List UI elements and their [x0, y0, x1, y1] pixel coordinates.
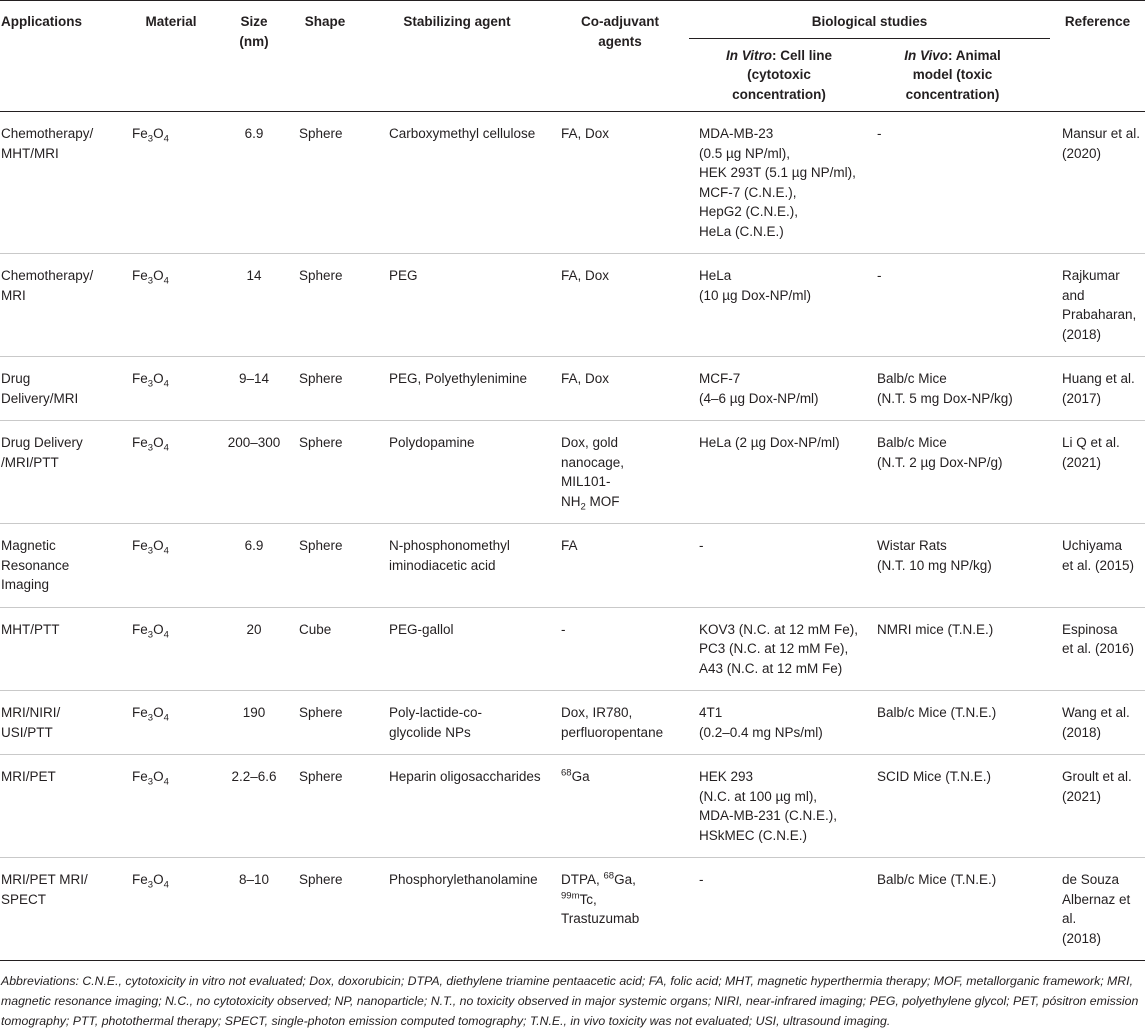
cell-line: Carboxymethyl cellulose [389, 126, 536, 141]
cell-in-vivo [871, 607, 1050, 691]
cell-coadjuvant-agents [551, 755, 689, 858]
cell-line: Balb/c Mice (T.N.E.) [877, 705, 997, 720]
cell-reference [1050, 254, 1145, 357]
cell-stabilizing-agent [363, 607, 551, 691]
cell-material [121, 858, 221, 961]
material-o: O [153, 126, 164, 141]
cell-coadjuvant-agents [551, 421, 689, 524]
material-fe: Fe [132, 538, 148, 553]
table-row [0, 254, 1145, 357]
cell-line: HeLa (C.N.E.) [699, 223, 784, 239]
header-applications: Applications [1, 14, 83, 29]
cell-shape: Sphere [299, 371, 343, 386]
table-row [0, 755, 1145, 858]
cell-in-vitro [689, 421, 871, 524]
cell-line: - [699, 538, 704, 553]
cell-line: et al. (2016) [1062, 641, 1135, 656]
cell-line: Groult et al. [1062, 769, 1132, 784]
cell-line: de Souza [1062, 872, 1120, 887]
cell-line: nanocage, [561, 454, 625, 470]
cell-line: $^{68}$Ga [561, 767, 590, 784]
cell-line: Albernaz et al. [1062, 891, 1131, 926]
cell-line: MDA-MB-23 [699, 126, 774, 141]
cell-in-vivo [871, 691, 1050, 755]
cell-coadjuvant-agents [551, 357, 689, 421]
cell-line: (2021) [1062, 788, 1102, 804]
cell-line: FA [561, 538, 578, 553]
cell-line: Dox, IR780, [561, 705, 633, 720]
cell-application [0, 524, 121, 608]
table-row [0, 357, 1145, 421]
cell-stabilizing-agent [363, 254, 551, 357]
cell-application [0, 858, 121, 961]
cell-line: Espinosa [1062, 621, 1118, 637]
cell-line: (10 µg Dox-NP/ml) [699, 287, 812, 303]
cell-size: 9–14 [238, 371, 270, 386]
cell-line: Balb/c Mice [877, 435, 947, 450]
table-body [0, 112, 1145, 961]
material-sub-3: 3 [147, 629, 154, 641]
cell-line: MCF-7 (C.N.E.), [699, 184, 797, 200]
cell-line: A43 (N.C. at 12 mM Fe) [699, 660, 843, 676]
cell-line: Imaging [1, 577, 50, 592]
cell-line: KOV3 (N.C. at 12 mM Fe), [699, 621, 859, 637]
cell-material [121, 421, 221, 524]
cell-reference [1050, 357, 1145, 421]
cell-application [0, 357, 121, 421]
cell-reference [1050, 691, 1145, 755]
cell-coadjuvant-agents [551, 858, 689, 961]
cell-line: Polydopamine [389, 435, 475, 450]
cell-reference [1050, 421, 1145, 524]
cell-line: (N.C. at 100 µg ml), [699, 788, 818, 804]
cell-application [0, 607, 121, 691]
cell-stabilizing-agent [363, 524, 551, 608]
cell-line: HEK 293T (5.1 µg NP/ml), [699, 165, 856, 180]
cell-in-vivo [871, 254, 1050, 357]
material-sub-4: 4 [163, 712, 169, 724]
table-row [0, 112, 1145, 254]
cell-in-vitro [689, 755, 871, 858]
cell-line: et al. (2015) [1062, 557, 1135, 573]
cell-reference [1050, 755, 1145, 858]
cell-in-vivo [871, 524, 1050, 608]
cell-in-vivo [871, 112, 1050, 254]
cell-line: USI/PTT [1, 724, 53, 740]
cell-line: (2018) [1062, 930, 1102, 946]
material-sub-3: 3 [147, 442, 154, 454]
cell-shape: Cube [299, 621, 332, 637]
cell-line: MRI/NIRI/ [1, 705, 61, 720]
cell-line: PEG, Polyethylenimine [389, 371, 528, 386]
cell-reference [1050, 524, 1145, 608]
cell-line: N-phosphonomethyl [389, 538, 510, 553]
cell-stabilizing-agent [363, 858, 551, 961]
material-sub-4: 4 [163, 629, 169, 641]
cell-line: (2021) [1062, 454, 1102, 470]
cell-line: MHT/PTT [1, 621, 60, 637]
cell-in-vivo [871, 421, 1050, 524]
material-sub-4: 4 [163, 442, 169, 454]
material-sub-3: 3 [147, 275, 154, 287]
cell-line: HEK 293 [699, 769, 754, 784]
cell-line: Resonance [1, 557, 70, 573]
cell-line: (2020) [1062, 145, 1102, 161]
material-sub-4: 4 [163, 133, 169, 145]
cell-line: Wistar Rats [877, 538, 947, 553]
cell-shape: Sphere [299, 872, 343, 887]
cell-line: Balb/c Mice (T.N.E.) [877, 872, 997, 887]
cell-line: Poly-lactide-co- [389, 705, 483, 720]
cell-material [121, 254, 221, 357]
cell-line: Trastuzumab [561, 911, 640, 926]
cell-line: SCID Mice (T.N.E.) [877, 769, 992, 784]
table-row [0, 858, 1145, 961]
cell-stabilizing-agent [363, 357, 551, 421]
cell-application [0, 691, 121, 755]
material-fe: Fe [132, 621, 148, 637]
cell-line: (N.T. 5 mg Dox-NP/kg) [877, 390, 1013, 406]
cell-line: (2018) [1062, 326, 1102, 342]
cell-line: (0.2–0.4 mg NPs/ml) [699, 724, 823, 740]
material-sub-4: 4 [163, 275, 169, 287]
cell-line: HSkMEC (C.N.E.) [699, 827, 807, 843]
cell-line: Magnetic [1, 538, 56, 553]
cell-coadjuvant-agents [551, 691, 689, 755]
cell-line: Mansur et al. [1062, 126, 1141, 141]
material-o: O [153, 268, 164, 283]
header-stabilizing-agent: Stabilizing agent [403, 14, 511, 29]
cell-line: (2018) [1062, 724, 1102, 740]
material-sub-4: 4 [163, 879, 169, 891]
cell-material [121, 112, 221, 254]
cell-line: HeLa (2 µg Dox-NP/ml) [699, 435, 840, 450]
header-in-vitro: In Vitro: Cell line (cytotoxic concentration) [725, 47, 832, 102]
material-o: O [153, 371, 164, 386]
cell-material [121, 755, 221, 858]
table-row [0, 607, 1145, 691]
material-o: O [153, 621, 164, 637]
material-sub-4: 4 [163, 776, 169, 788]
cell-line: Heparin oligosaccharides [389, 769, 541, 784]
cell-size: 14 [246, 268, 262, 283]
cell-line: HepG2 (C.N.E.), [699, 204, 799, 219]
cell-material [121, 607, 221, 691]
material-fe: Fe [132, 872, 148, 887]
cell-shape: Sphere [299, 705, 343, 720]
cell-size: 6.9 [244, 538, 264, 553]
cell-line: - [877, 268, 882, 283]
cell-size: 2.2–6.6 [231, 769, 277, 784]
cell-size: 8–10 [238, 872, 270, 887]
cell-line: Drug [1, 371, 31, 386]
material-o: O [153, 538, 164, 553]
material-fe: Fe [132, 126, 148, 141]
material-o: O [153, 705, 164, 720]
cell-size: 200–300 [227, 435, 281, 450]
cell-line: PC3 (N.C. at 12 mM Fe), [699, 641, 849, 656]
material-sub-3: 3 [147, 545, 154, 557]
material-sub-3: 3 [147, 378, 154, 390]
cell-line: Huang et al. [1062, 371, 1135, 386]
cell-stabilizing-agent [363, 755, 551, 858]
cell-stabilizing-agent [363, 691, 551, 755]
cell-line: Delivery/MRI [1, 390, 79, 406]
cell-line: Chemotherapy/ [1, 126, 94, 141]
cell-line: MRI [1, 287, 26, 303]
cell-line: MIL101- [561, 474, 611, 489]
material-o: O [153, 435, 164, 450]
cell-in-vivo [871, 357, 1050, 421]
cell-line: Chemotherapy/ [1, 268, 94, 283]
table-header [0, 1, 1145, 112]
cell-line: Prabaharan, [1062, 307, 1137, 322]
material-sub-3: 3 [147, 879, 154, 891]
cell-line: iminodiacetic acid [389, 557, 496, 573]
cell-in-vivo [871, 858, 1050, 961]
cell-line: $^{99m}$Tc, [561, 890, 597, 907]
header-coadjuvant-agents: Co-adjuvant agents [580, 14, 659, 49]
cell-line: (2017) [1062, 390, 1102, 406]
cell-application [0, 755, 121, 858]
cell-line: Li Q et al. [1062, 435, 1120, 450]
cell-in-vitro [689, 607, 871, 691]
cell-line: /MRI/PTT [1, 454, 59, 470]
cell-line: MHT/MRI [1, 145, 59, 161]
cell-line: Wang et al. [1062, 705, 1130, 720]
cell-stabilizing-agent [363, 112, 551, 254]
cell-application [0, 421, 121, 524]
cell-reference [1050, 112, 1145, 254]
material-sub-4: 4 [163, 545, 169, 557]
material-sub-4: 4 [163, 378, 169, 390]
cell-line: glycolide NPs [389, 724, 471, 740]
material-o: O [153, 769, 164, 784]
cell-in-vitro [689, 254, 871, 357]
table-row [0, 524, 1145, 608]
cell-in-vivo [871, 755, 1050, 858]
cell-application [0, 254, 121, 357]
header-reference: Reference [1064, 14, 1131, 29]
cell-line: (0.5 µg NP/ml), [699, 145, 791, 161]
table-row [0, 691, 1145, 755]
cell-line: SPECT [1, 891, 47, 907]
cell-application [0, 112, 121, 254]
header-shape: Shape [304, 14, 346, 29]
material-fe: Fe [132, 371, 148, 386]
material-sub-3: 3 [147, 133, 154, 145]
cell-line: - [877, 126, 882, 141]
cell-coadjuvant-agents [551, 524, 689, 608]
cell-in-vitro [689, 357, 871, 421]
header-biological-studies: Biological studies [689, 1, 1050, 39]
cell-line: FA, Dox [561, 371, 610, 386]
cell-line: PEG [389, 268, 418, 283]
cell-line: Uchiyama [1062, 538, 1123, 553]
cell-line: HeLa [699, 268, 732, 283]
material-fe: Fe [132, 769, 148, 784]
cell-coadjuvant-agents [551, 607, 689, 691]
cell-material [121, 357, 221, 421]
cell-shape: Sphere [299, 538, 343, 553]
header-in-vivo: In Vivo: Animal model (toxic concentration) [904, 47, 1001, 102]
table-row [0, 421, 1145, 524]
cell-coadjuvant-agents [551, 112, 689, 254]
cell-line: Drug Delivery [1, 435, 83, 450]
cell-in-vitro [689, 691, 871, 755]
cell-shape: Sphere [299, 268, 343, 283]
cell-line: NMRI mice (T.N.E.) [877, 621, 994, 637]
cell-line: - [699, 872, 704, 887]
cell-line: MRI/PET MRI/ [1, 872, 88, 887]
cell-line: perfluoropentane [561, 724, 664, 740]
material-sub-3: 3 [147, 776, 154, 788]
cell-reference [1050, 858, 1145, 961]
cell-coadjuvant-agents [551, 254, 689, 357]
cell-line: Dox, gold [561, 435, 619, 450]
cell-line: (4–6 µg Dox-NP/ml) [699, 390, 819, 406]
cell-line: PEG-gallol [389, 621, 454, 637]
cell-line: MDA-MB-231 (C.N.E.), [699, 808, 838, 823]
cell-size: 6.9 [244, 126, 264, 141]
cell-line: FA, Dox [561, 126, 610, 141]
material-sub-3: 3 [147, 712, 154, 724]
cell-line: Balb/c Mice [877, 371, 947, 386]
cell-line: Phosphorylethanolamine [389, 872, 538, 887]
cell-shape: Sphere [299, 126, 343, 141]
cell-line: MCF-7 [699, 371, 741, 386]
abbreviations-footnote: Abbreviations: C.N.E., cytotoxicity in vitro not evaluated; Dox, doxorubicin; DTPA, diethylene triamine pentaacetic acid; FA, folic acid; MHT, magnetic hyperthermia therapy; MOF, metallorganic framework; MRI, magnetic resonance imaging; N.C., no cytotoxicity observed; NP, nanoparticle; N.T., no toxicity observed in major systemic organs; NIRI, near-infrared imaging; PEG, polyethylene glycol; PET, pósitron emission tomography; PTT, photothermal therapy; SPECT, single-photon emission computed tomography; T.N.E., in vivo toxicity was not evaluated; USI, ultrasound imaging. [1, 974, 1139, 1028]
cell-in-vitro [689, 112, 871, 254]
cell-size: 190 [242, 705, 266, 720]
cell-shape: Sphere [299, 769, 343, 784]
material-o: O [153, 872, 164, 887]
cell-line: MRI/PET [1, 769, 56, 784]
cell-line: $NH_2$ MOF [561, 493, 620, 513]
cell-size: 20 [246, 621, 262, 637]
cell-line: - [561, 621, 566, 637]
cell-line: DTPA, $^{68}$Ga, [561, 870, 636, 887]
cell-line: Rajkumar and [1062, 268, 1120, 303]
cell-material [121, 691, 221, 755]
cell-material [121, 524, 221, 608]
cell-shape: Sphere [299, 435, 343, 450]
cell-in-vitro [689, 858, 871, 961]
material-fe: Fe [132, 705, 148, 720]
cell-line: FA, Dox [561, 268, 610, 283]
material-fe: Fe [132, 435, 148, 450]
cell-stabilizing-agent [363, 421, 551, 524]
header-size: Size (nm) [239, 14, 269, 49]
cell-in-vitro [689, 524, 871, 608]
cell-line: 4T1 [699, 705, 723, 720]
header-material: Material [145, 14, 197, 29]
cell-line: (N.T. 10 mg NP/kg) [877, 557, 992, 573]
material-fe: Fe [132, 268, 148, 283]
cell-reference [1050, 607, 1145, 691]
cell-line: (N.T. 2 µg Dox-NP/g) [877, 454, 1003, 470]
